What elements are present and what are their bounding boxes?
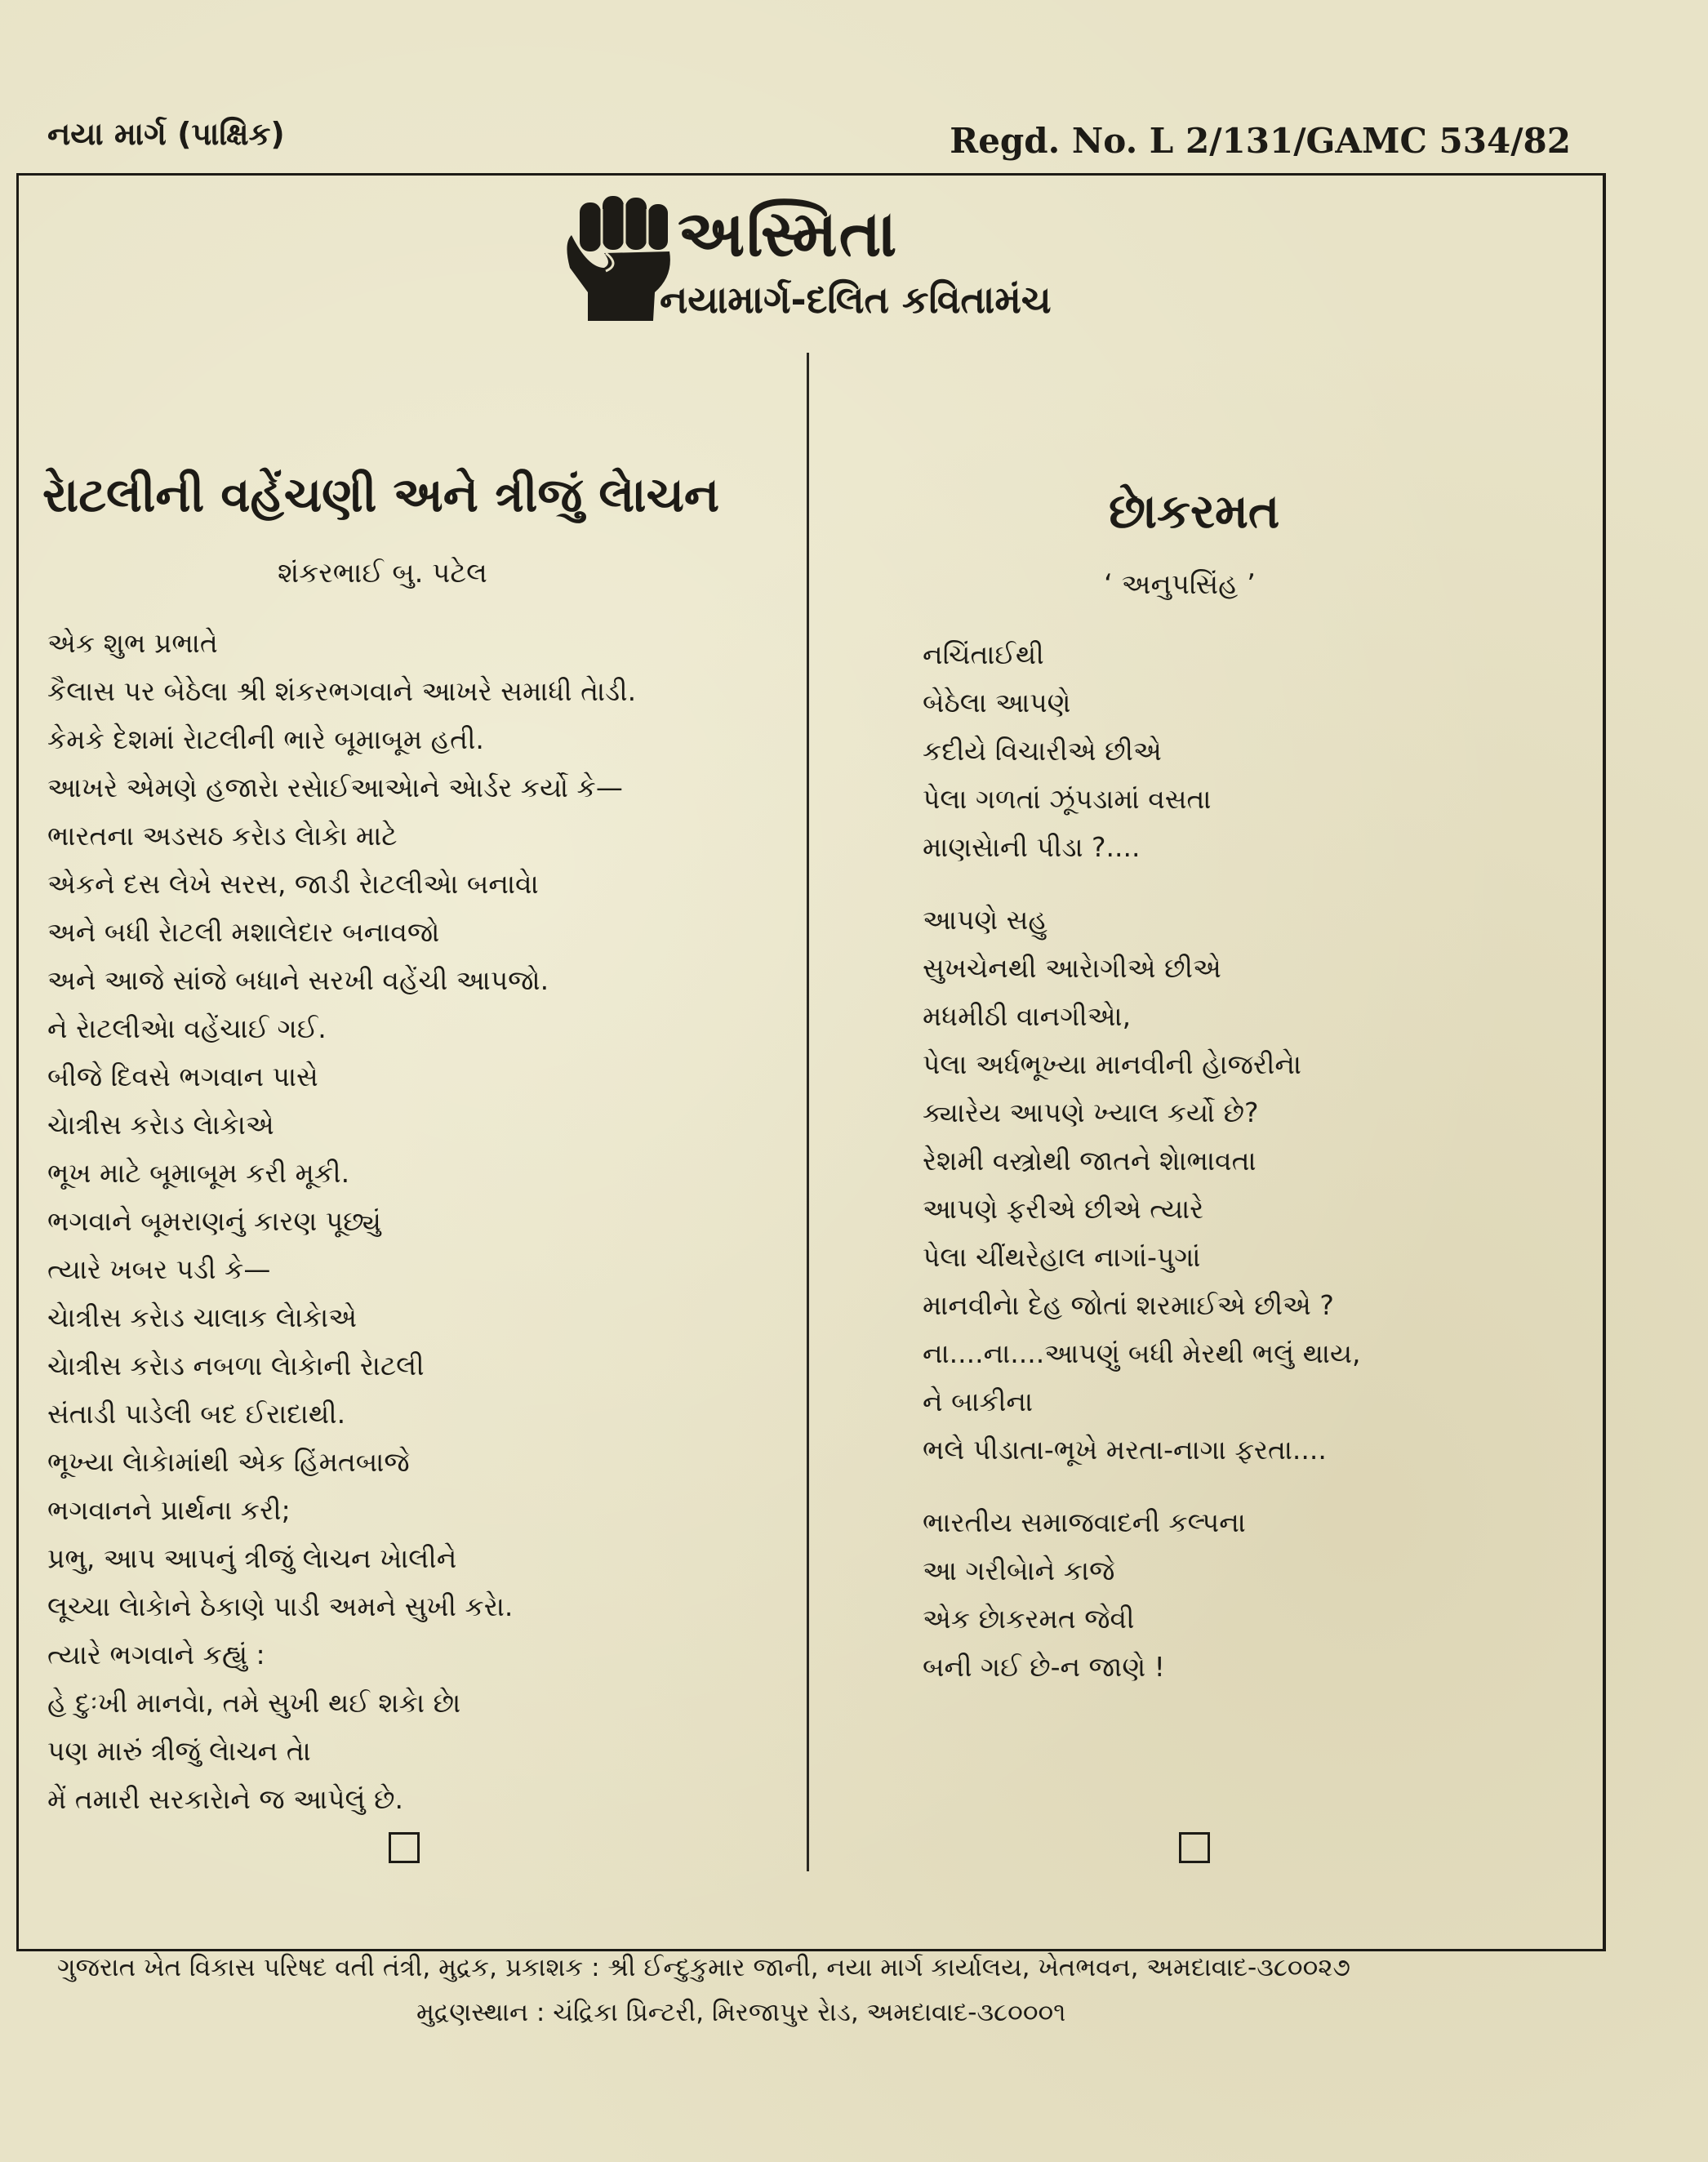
right-poem-body xyxy=(923,630,1361,1691)
masthead-logo xyxy=(555,186,1078,390)
end-mark-right xyxy=(1179,1832,1210,1863)
left-poem-line: સંતાડી પાડેલી બદ ઈરાદાથી. xyxy=(47,1398,346,1430)
left-poem-line: ભૂખ્યા લેાકેામાંથી એક હિંમતબાજે xyxy=(47,1446,410,1478)
left-poem-body xyxy=(47,619,636,1823)
right-poem-line: ભલે પીડાતા-ભૂખે મરતા-નાગા ફરતા.... xyxy=(923,1434,1327,1466)
left-poem-line: એકને દસ લેખે સરસ, જાડી રેાટલીએા બનાવેા xyxy=(47,868,539,900)
right-poem-line: ને બાકીના xyxy=(923,1386,1034,1417)
left-poem-line: અને આજે સાંજે બધાને સરખી વહેંચી આપજો. xyxy=(47,964,549,996)
left-poem-line: ભગવાનને પ્રાર્થના કરી; xyxy=(47,1494,291,1526)
left-poem-line: અને બધી રેાટલી મશાલેદાર બનાવજો xyxy=(47,916,440,948)
end-mark-left xyxy=(389,1832,420,1863)
left-poem-line: મેં તમારી સરકારેાને જ આપેલું છે. xyxy=(47,1783,403,1815)
right-poem-line: કદીયે વિચારીએ છીએ xyxy=(923,735,1162,767)
left-poem-line: ને રેાટલીએા વહેંચાઈ ગઈ. xyxy=(47,1012,327,1044)
left-poem-line: ભૂખ માટે બૂમાબૂમ કરી મૂકી. xyxy=(47,1157,350,1189)
right-poem-line: મધમીઠી વાનગીએા, xyxy=(923,1000,1132,1032)
right-poem-line: આ ગરીબેાને કાજે xyxy=(923,1555,1115,1586)
left-poem-line: પણ મારું ત્રીજું લેાચન તેા xyxy=(47,1735,311,1767)
left-poem-line: પ્રભુ, આપ આપનું ત્રીજું લેાચન ખેાલીને xyxy=(47,1542,457,1574)
registration-number: Regd. No. L 2/131/GAMC 534/82 xyxy=(950,121,1571,161)
right-poem-title: છેાકરમત xyxy=(1109,483,1280,539)
logo-title: અસ્મિતા xyxy=(678,198,899,271)
right-poem-line: પેલા અર્ધભૂખ્યા માનવીની હેાજરીનેા xyxy=(923,1048,1302,1080)
right-poem-line: નચિંતાઈથી xyxy=(923,638,1044,670)
left-poem-author: શંકરભાઈ બુ. પટેલ xyxy=(278,557,487,589)
right-poem-line: બેઠેલા આપણે xyxy=(923,687,1071,718)
left-poem-line: કેમકે દેશમાં રેાટલીની ભારે બૂમાબૂમ હતી. xyxy=(47,723,484,755)
left-poem-line: ચેાત્રીસ કરેાડ નબળા લેાકેાની રેાટલી xyxy=(47,1350,425,1381)
column-divider xyxy=(807,353,809,1871)
right-poem-line: એક છેાકરમત જેવી xyxy=(923,1603,1135,1635)
right-poem-author: ‘ અનુપસિંહ ’ xyxy=(1104,568,1256,601)
right-poem-line: સુખચેનથી આરેાગીએ છીએ xyxy=(923,952,1221,984)
left-poem-line: કૈલાસ પર બેઠેલા શ્રી શંકરભગવાને આખરે સમાધી તેાડી. xyxy=(47,675,637,707)
footer-publisher: ગુજરાત ખેત વિકાસ પરિષદ વતી તંત્રી, મુદ્રક, પ્રકાશક : શ્રી ઈન્દુકુમાર જાની, નયા માર્ગ કાર્યાલય, ખેતભવન, અમદાવાદ-૩૮૦૦૨૭ xyxy=(57,1953,1350,1982)
left-poem-line: ભગવાને બૂમરાણનું કારણ પૂછ્યું xyxy=(47,1205,381,1237)
right-poem-line: માણસેાની પીડા ?.... xyxy=(923,831,1141,863)
right-poem-line: માનવીનેા દેહ જોતાં શરમાઈએ છીએ ? xyxy=(923,1289,1334,1321)
left-poem-line: ચેાત્રીસ કરેાડ ચાલાક લેાકેાએ xyxy=(47,1301,358,1333)
left-poem-title: રેાટલીની વહેંચણી અને ત્રીજું લેાચન xyxy=(42,467,720,523)
left-poem-line: લૂચ્ચા લેાકેાને ઠેકાણે પાડી અમને સુખી કરેા. xyxy=(47,1590,514,1622)
left-poem-line: આખરે એમણે હજારેા રસેાઈઆએાને એાર્ડર કર્યો કે— xyxy=(47,772,623,803)
left-poem-line: હે દુઃખી માનવેા, તમે સુખી થઈ શકેા છેા xyxy=(47,1687,461,1719)
right-poem-line: પેલા ગળતાં ઝૂંપડામાં વસતા xyxy=(923,783,1212,815)
left-poem-line: ત્યારે ભગવાને કહ્યું : xyxy=(47,1639,265,1670)
footer-printer: મુદ્રણસ્થાન : ચંદ્રિકા પ્રિન્ટરી, મિરજાપુર રેાડ, અમદાવાદ-૩૮૦૦૦૧ xyxy=(416,1998,1066,2027)
right-poem-line: ક્યારેય આપણે ખ્યાલ કર્યો છે? xyxy=(923,1097,1259,1128)
left-poem-line: ત્યારે ખબર પડી કે— xyxy=(47,1253,271,1285)
right-poem-line: રેશમી વસ્ત્રોથી જાતને શેાભાવતા xyxy=(923,1145,1257,1177)
publication-name: નયા માર્ગ (પાક્ષિક) xyxy=(47,116,285,152)
right-poem-line: આપણે ફરીએ છીએ ત્યારે xyxy=(923,1193,1204,1225)
logo-subtitle: નયામાર્ગ-દલિત કવિતામંચ xyxy=(660,278,1052,322)
stanza-gap xyxy=(923,871,1361,896)
right-poem-line: બની ગઈ છે-ન જાણે ! xyxy=(923,1651,1165,1683)
right-poem-line: ભારતીય સમાજવાદની કલ્પના xyxy=(923,1506,1246,1538)
right-poem-line: પેલા ચીંથરેહાલ નાગાં-પુગાં xyxy=(923,1241,1201,1273)
stanza-gap xyxy=(923,1474,1361,1498)
left-poem-line: ચેાત્રીસ કરેાડ લેાકેાએ xyxy=(47,1109,274,1141)
left-poem-line: એક શુભ પ્રભાતે xyxy=(47,627,218,659)
right-poem-line: ના....ના....આપણું બધી મેરથી ભલું થાય, xyxy=(923,1337,1361,1369)
left-poem-line: ભારતના અડસઠ કરેાડ લેાકેા માટે xyxy=(47,820,398,852)
left-poem-line: બીજે દિવસે ભગવાન પાસે xyxy=(47,1061,318,1092)
right-poem-line: આપણે સહુ xyxy=(923,904,1047,936)
